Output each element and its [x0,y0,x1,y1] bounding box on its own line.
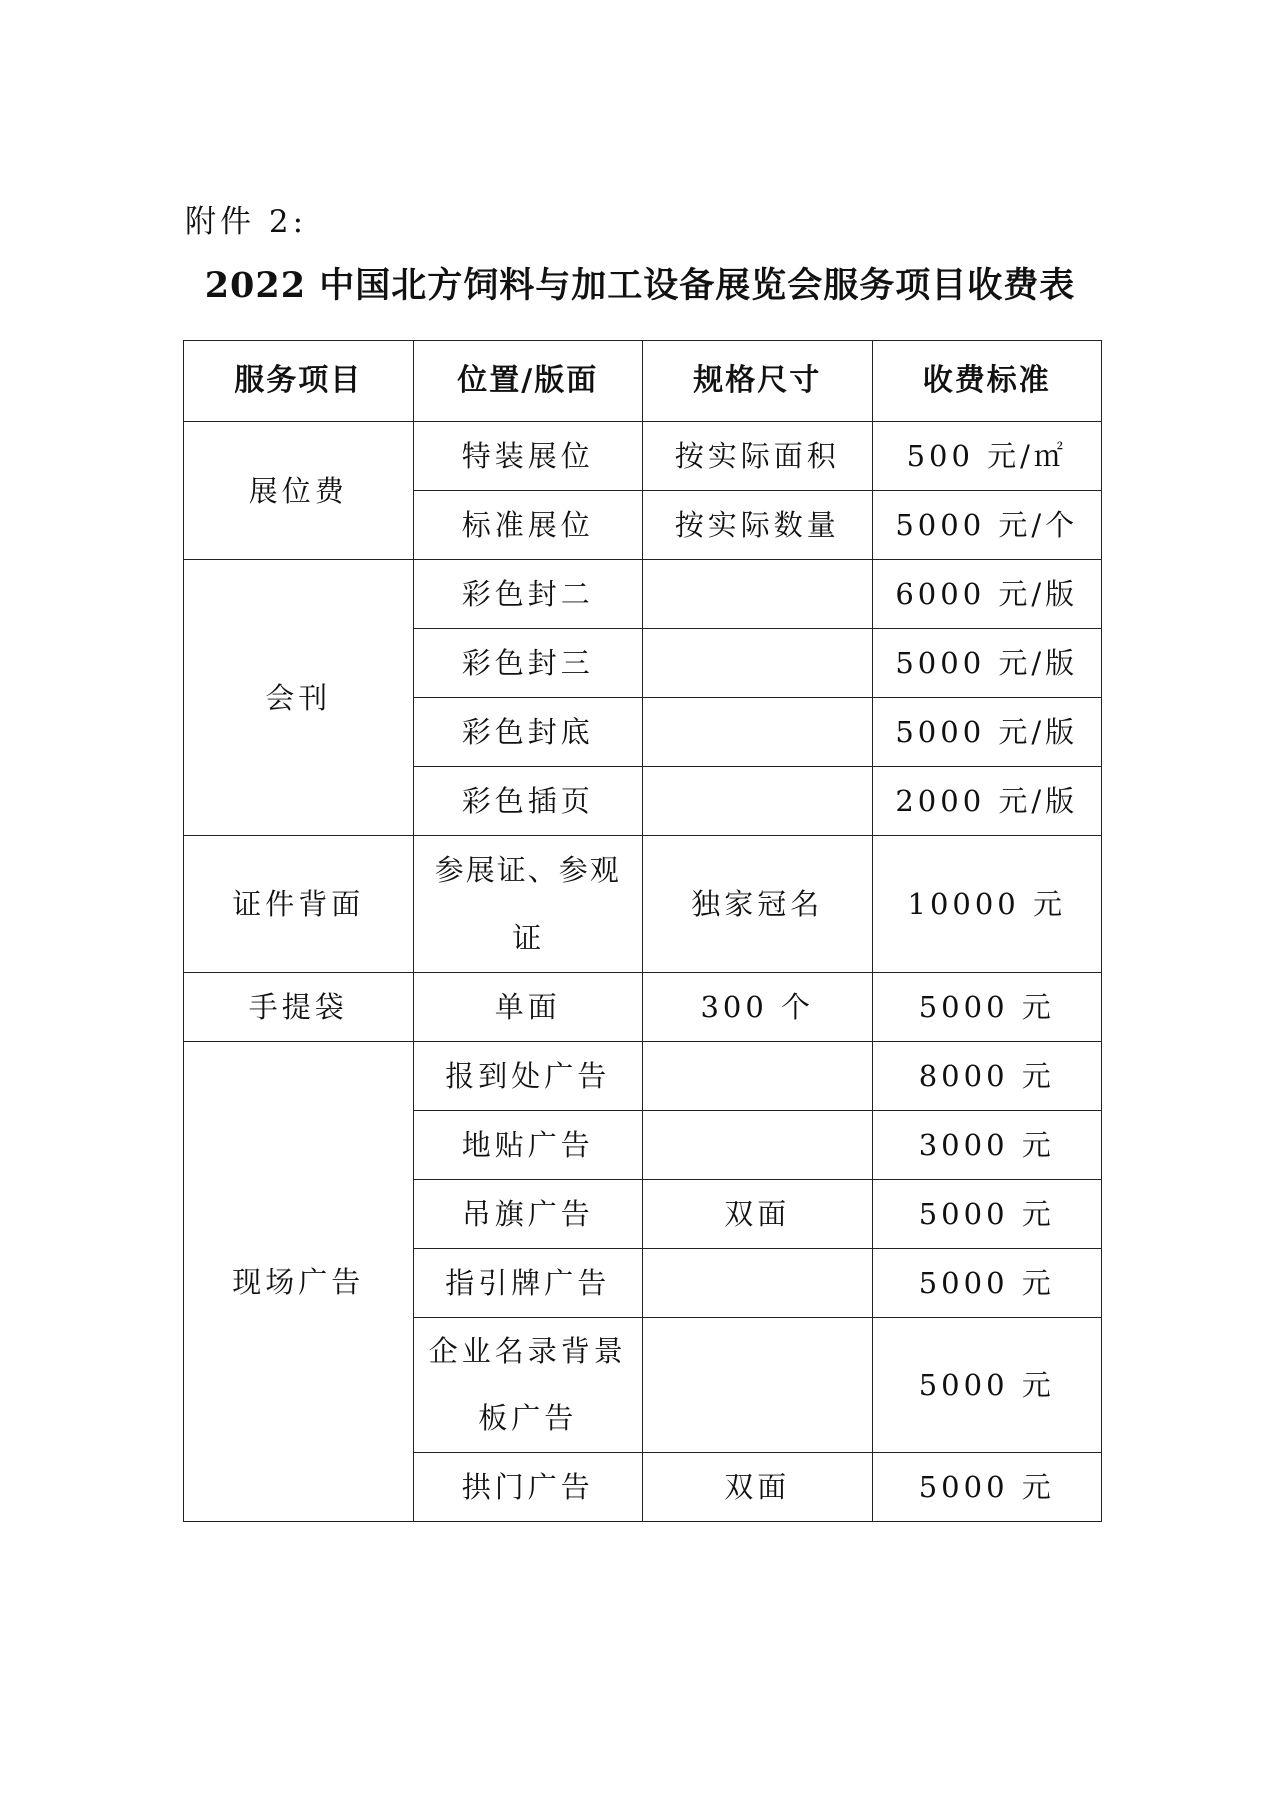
cell-fee: 2000 元/版 [872,767,1102,836]
table-header-row [184,341,1102,422]
cell-position: 企业名录背景板广告 [413,1318,643,1453]
group-bag: 手提袋 [184,973,414,1042]
cell-position: 报到处广告 [413,1042,643,1111]
cell-spec: 双面 [643,1180,873,1249]
header-fee: 收费标准 [872,341,1102,422]
cell-fee: 500 元/㎡ [872,422,1102,491]
cell-spec [643,560,873,629]
cell-spec [643,1249,873,1318]
cell-spec: 按实际数量 [643,491,873,560]
cell-position: 彩色封底 [413,698,643,767]
cell-spec [643,698,873,767]
cell-spec: 独家冠名 [643,836,873,973]
group-journal: 会刊 [184,560,414,836]
cell-spec [643,1111,873,1180]
cell-position: 彩色封二 [413,560,643,629]
cell-position: 彩色插页 [413,767,643,836]
cell-spec: 按实际面积 [643,422,873,491]
cell-fee: 5000 元/版 [872,629,1102,698]
table-row [184,422,1102,491]
cell-position: 标准展位 [413,491,643,560]
table-row [184,560,1102,629]
cell-fee: 5000 元 [872,1453,1102,1522]
cell-fee: 3000 元 [872,1111,1102,1180]
cell-position: 拱门广告 [413,1453,643,1522]
cell-position: 吊旗广告 [413,1180,643,1249]
cell-spec [643,1318,873,1453]
cell-fee: 5000 元/版 [872,698,1102,767]
header-position: 位置/版面 [413,341,643,422]
fee-table [183,340,1102,1522]
cell-fee: 5000 元 [872,1318,1102,1453]
table-row [184,836,1102,973]
group-booth: 展位费 [184,422,414,560]
cell-fee: 6000 元/版 [872,560,1102,629]
cell-position: 特装展位 [413,422,643,491]
cell-spec [643,767,873,836]
header-service-item: 服务项目 [184,341,414,422]
cell-fee: 8000 元 [872,1042,1102,1111]
cell-spec [643,629,873,698]
group-badge: 证件背面 [184,836,414,973]
cell-fee: 5000 元 [872,1249,1102,1318]
attachment-label: 附件 2: [185,204,308,240]
cell-position: 单面 [413,973,643,1042]
table-row [184,973,1102,1042]
cell-fee: 5000 元 [872,1180,1102,1249]
cell-fee: 10000 元 [872,836,1102,973]
cell-spec: 双面 [643,1453,873,1522]
cell-fee: 5000 元/个 [872,491,1102,560]
cell-position: 彩色封三 [413,629,643,698]
header-spec: 规格尺寸 [643,341,873,422]
cell-spec [643,1042,873,1111]
group-onsite: 现场广告 [184,1042,414,1522]
cell-position: 参展证、参观证 [413,836,643,973]
cell-spec: 300 个 [643,973,873,1042]
cell-fee: 5000 元 [872,973,1102,1042]
cell-position: 指引牌广告 [413,1249,643,1318]
cell-position: 地贴广告 [413,1111,643,1180]
document-title: 2022 中国北方饲料与加工设备展览会服务项目收费表 [204,265,1076,306]
table-row [184,1042,1102,1111]
